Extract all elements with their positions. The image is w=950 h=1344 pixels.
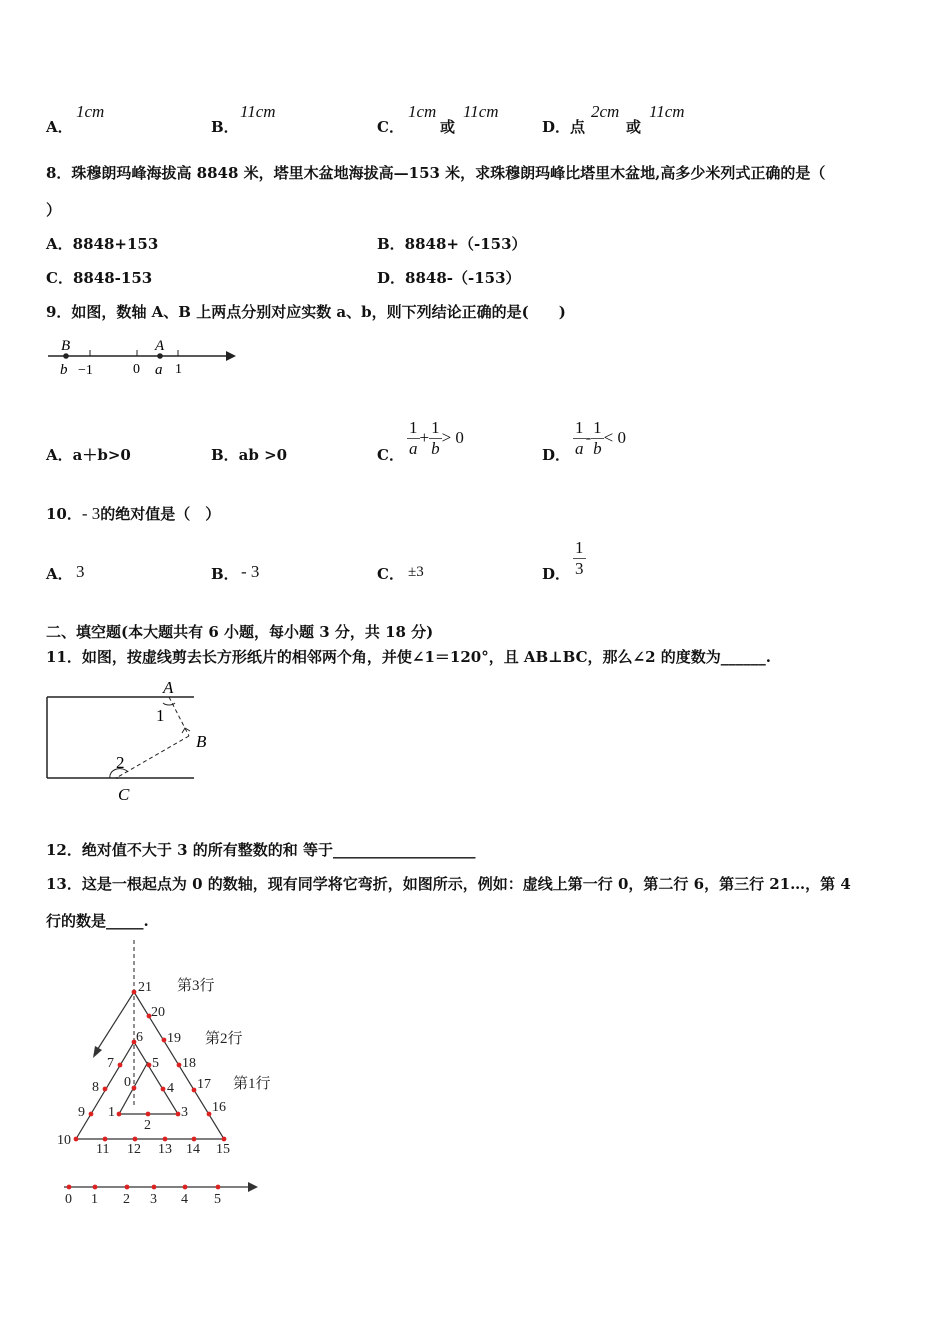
q7-c-or: 或 [440,118,456,136]
q7-c-value2: 11cm [463,102,499,121]
q9-d-frac1: $\frac{1}{a}$ [575,418,584,458]
q13-axis-num-1: 1 [91,1192,98,1207]
q10-option-d-value: $\frac{1}{3}$ [575,538,584,578]
q13-pt-18 [177,1063,182,1068]
q13-pt-13 [163,1137,168,1142]
q9-label-b: b [60,362,68,378]
q9-stem: 9．如图，数轴 A、B 上两点分别对应实数 a、b，则下列结论正确的是( ) [46,303,566,321]
q9-label-a: a [155,362,163,378]
q13-num-13: 13 [158,1142,172,1157]
q9-label-0: 0 [133,362,140,377]
q13-num-2: 2 [144,1118,151,1133]
q13-axis-num-5: 5 [214,1192,221,1207]
q13-axis-num-0: 0 [65,1192,72,1207]
q11-cut-ab [169,697,189,736]
q13-num-10: 10 [57,1133,71,1148]
q10-option-a-value: 3 [76,562,85,581]
q13-num-7: 7 [107,1056,114,1071]
section-2-heading: 二、填空题(本大题共有 6 小题，每小题 3 分，共 18 分) [46,623,434,641]
q13-num-1: 1 [108,1105,115,1120]
q9-option-a: A．a＋b>0 [46,446,131,464]
q7-option-a [46,116,73,137]
q10-option-c-label: C． [377,565,404,583]
q9-label-B: B [61,338,71,354]
q8-option-a: A．8848+153 [46,235,159,253]
q8-stem-end: ） [46,201,62,219]
q13-axis-pt-2 [125,1185,130,1190]
q7-b-value: 11cm [240,102,276,121]
q13-axis-pt-4 [183,1185,188,1190]
q13-num-8: 8 [92,1080,99,1095]
q11-stem: 11．如图，按虚线剪去长方形纸片的相邻两个角，并使∠1＝120°，且 AB⊥BC，那么∠2 的度数为______. [46,648,771,666]
q8-option-d: D．8848-（-153） [377,269,521,287]
q13-pt-8 [103,1087,108,1092]
q8-option-b: B．8848+（-153） [377,235,527,253]
q9-d-frac2: $\frac{1}{b}$ [593,418,602,458]
q13-stem: 13．这是一根起点为 0 的数轴，现有同学将它弯折，如图所示，例如：虚线上第一行 0，第二行 6，第三行 21…，第 4 [46,875,851,893]
q13-num-3: 3 [181,1105,188,1120]
q13-num-4: 4 [167,1081,174,1096]
q8-option-c: C．8848-153 [46,269,153,287]
q13-arrow-head [93,1046,102,1058]
q7-option-c: C． [377,118,404,136]
q7-d-value1: 2cm [591,102,620,121]
q13-num-6: 6 [136,1030,143,1045]
q13-pt-0 [132,1086,137,1091]
q9-label-A: A [155,338,165,354]
q13-pt-16 [207,1112,212,1117]
q13-figure [50,936,290,1208]
q11-label-2: 2 [116,753,125,772]
q11-cut-bc [116,736,189,778]
q9-option-c-label: C． [377,446,404,464]
q9-option-b: B．ab >0 [211,446,288,464]
q13-axis-num-2: 2 [123,1192,130,1207]
q9-c-frac1: $\frac{1}{a}$ [409,418,418,458]
q13-stem-end: 行的数是_____. [46,912,149,930]
q13-pt-10 [74,1137,79,1142]
q9-point-b [63,353,69,359]
q13-num-20: 20 [151,1005,165,1020]
q10-option-a-label: A． [46,565,73,583]
q13-axis-pt-1 [93,1185,98,1190]
q13-pt-2 [146,1112,151,1117]
q10-option-c-value: ±3 [408,564,424,580]
q13-axis-pt-0 [67,1185,72,1190]
q9-label-1: 1 [175,362,182,377]
q13-arrow-line [94,992,134,1055]
q13-pt-21 [132,990,137,995]
q11-figure [44,676,224,806]
q13-pt-5 [147,1063,152,1068]
q13-axis-arrow [248,1182,258,1192]
q13-num-12: 12 [127,1142,141,1157]
q13-axis-pt-5 [216,1185,221,1190]
q11-label-B: B [196,732,207,751]
q10-option-b-value: - 3 [241,562,260,581]
q8-stem: 8．珠穆朗玛峰海拔高 8848 米，塔里木盆地海拔高—153 米，求珠穆朗玛峰比塔里木盆地,高多少米列式正确的是（ [46,164,826,182]
q7-option-b: B． [211,118,239,136]
q9-option-d-expr: $\frac{1}{a}$ - $\frac{1}{b}$ < 0 [575,418,627,458]
q11-label-A: A [163,678,174,697]
q11-label-1: 1 [156,706,165,725]
q9-point-a [157,353,163,359]
q7-d-value2: 11cm [649,102,685,121]
q13-pt-11 [103,1137,108,1142]
q7-a-label: A． [46,118,73,136]
q13-row3-label: 第3行 [177,978,215,994]
q10-stem: 10．- 3的绝对值是（ ） [46,504,221,523]
q13-num-9: 9 [78,1105,85,1120]
q13-num-18: 18 [182,1056,196,1071]
q13-axis-pt-3 [152,1185,157,1190]
q13-row2-label: 第2行 [205,1031,243,1047]
q13-pt-3 [176,1112,181,1117]
q7-option-d: D．点 [542,118,586,136]
q13-pt-9 [89,1112,94,1117]
q13-num-15: 15 [216,1142,230,1157]
q13-num-16: 16 [212,1100,226,1115]
q13-num-11: 11 [96,1142,110,1157]
q13-pt-12 [133,1137,138,1142]
q13-pt-1 [117,1112,122,1117]
q13-pt-14 [192,1137,197,1142]
q13-num-14: 14 [186,1142,200,1157]
q13-num-0: 0 [124,1075,131,1090]
q9-option-c-expr: $\frac{1}{a}$ + $\frac{1}{b}$ > 0 [409,418,464,458]
q10-option-b-label: B． [211,565,239,583]
q7-a-value: 1cm [76,102,105,121]
q13-num-5: 5 [152,1056,159,1071]
q13-pt-19 [162,1038,167,1043]
q13-axis-num-4: 4 [181,1192,188,1207]
q13-pt-17 [192,1088,197,1093]
q13-row1-label: 第1行 [233,1076,271,1092]
q7-c-value1: 1cm [408,102,437,121]
q7-d-or: 或 [626,118,642,136]
q9-label-m1: −1 [78,363,93,378]
q13-pt-7 [118,1063,123,1068]
q13-num-21: 21 [138,980,152,995]
q13-pt-15 [222,1137,227,1142]
q12-stem: 12．绝对值不大于 3 的所有整数的和 等于___________________ [46,841,476,859]
q13-num-19: 19 [167,1031,181,1046]
q13-axis-num-3: 3 [150,1192,157,1207]
q13-num-17: 17 [197,1077,211,1092]
q13-pt-4 [161,1087,166,1092]
q9-axis-arrow [226,351,236,361]
q9-option-d-label: D． [542,446,571,464]
q11-label-C: C [118,785,130,804]
q9-number-line [44,336,244,380]
q9-c-frac2: $\frac{1}{b}$ [431,418,440,458]
q10-option-d-label: D． [542,565,571,583]
